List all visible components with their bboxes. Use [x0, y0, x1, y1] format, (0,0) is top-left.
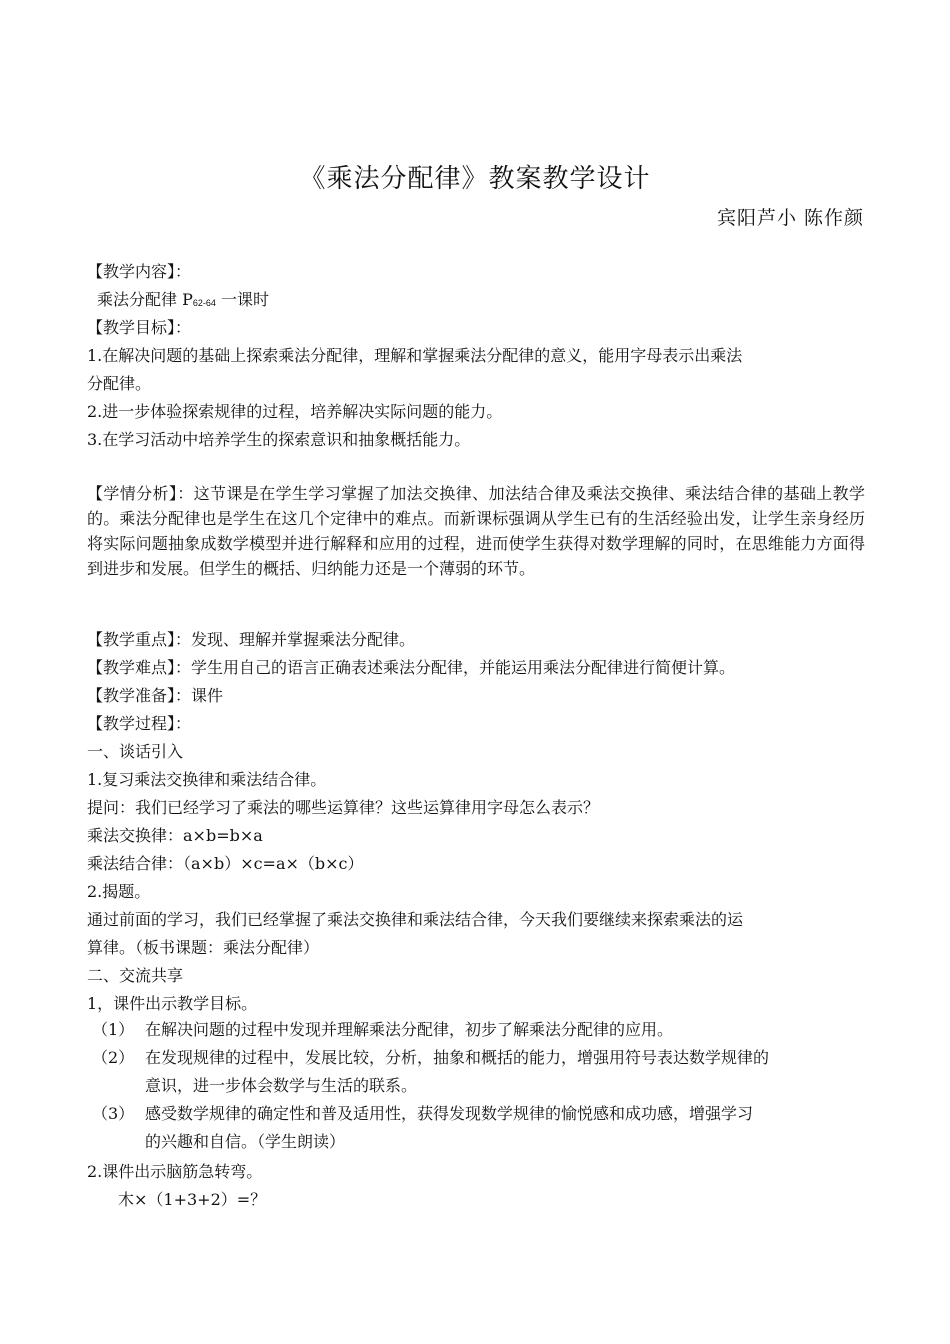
part-2-heading: 二、交流共享: [87, 966, 184, 985]
commutative-law: 乘法交换律：a×b=b×a: [87, 826, 263, 845]
goal-item-3: 3.在学习活动中培养学生的探索意识和抽象概括能力。: [87, 430, 471, 449]
document-title: 《乘法分配律》教案教学设计: [299, 164, 651, 194]
content-text-main: 乘法分配律 P: [97, 290, 193, 309]
objective-marker: （2）: [92, 1048, 135, 1067]
preparation: 【教学准备】：课件: [87, 686, 224, 705]
goal-item-1-line-2: 分配律。: [87, 374, 152, 393]
key-point: 【教学重点】：发现、理解并掌握乘法分配律。: [87, 630, 416, 649]
step-3: 1，课件出示教学目标。: [87, 994, 258, 1013]
objective-marker: （3）: [92, 1104, 135, 1123]
content-heading: 【教学内容】：: [87, 262, 192, 281]
author-line: 宾阳芦小 陈作颜: [716, 207, 864, 229]
content-text-tail: 一课时: [215, 290, 269, 309]
difficulty: 【教学难点】：学生用自己的语言正确表述乘法分配律，并能运用乘法分配律进行简便计算。: [87, 658, 736, 677]
step-1: 1.复习乘法交换律和乘法结合律。: [87, 770, 327, 789]
objective-item: [92, 1016, 865, 1044]
objective-item: [92, 1100, 865, 1156]
reveal-line-2: 算律。（板书课题：乘法分配律）: [87, 938, 320, 957]
step-4: 2.课件出示脑筋急转弯。: [87, 1162, 263, 1181]
objective-item: [92, 1044, 865, 1100]
objective-text: 在解决问题的过程中发现并理解乘法分配律，初步了解乘法分配律的应用。: [145, 1020, 674, 1039]
question: 提问：我们已经学习了乘法的哪些运算律？这些运算律用字母怎么表示？: [87, 798, 600, 817]
page-range: 62-64: [192, 298, 216, 308]
goals-heading: 【教学目标】：: [87, 318, 192, 337]
objective-text: 在发现规律的过程中，发展比较，分析，抽象和概括的能力，增强用符号表达数学规律的: [145, 1048, 770, 1067]
step-2: 2.揭题。: [87, 882, 151, 901]
objective-text-continued: 的兴趣和自信。（学生朗读）: [145, 1132, 346, 1151]
reveal-line-1: 通过前面的学习，我们已经掌握了乘法交换律和乘法结合律，今天我们要继续来探索乘法的运: [87, 910, 744, 929]
associative-law: 乘法结合律：（a×b）×c=a×（b×c）: [87, 854, 364, 873]
objective-marker: （1）: [92, 1020, 135, 1039]
objective-text-continued: 意识，进一步体会数学与生活的联系。: [145, 1076, 418, 1095]
process-heading: 【教学过程】：: [87, 714, 192, 733]
part-1-heading: 一、谈话引入: [87, 742, 184, 761]
riddle: 木×（1+3+2）=？: [118, 1190, 267, 1209]
student-analysis-paragraph: 【学情分析】：这节课是在学生学习掌握了加法交换律、加法结合律及乘法交换律、乘法结合律的基础上教学的。乘法分配律也是学生在这几个定律中的难点。而新课标强调从学生已有的生活经验出发，让学生亲身经历将实际问题抽象成数学模型并进行解释和应用的过程，进而使学生获得对数学理解的同时，在思维能力方面得到进步和发展。但学生的概括、归纳能力还是一个薄弱的环节。: [87, 484, 865, 578]
content-text: [97, 290, 875, 313]
goal-item-2: 2.进一步体验探索规律的过程，培养解决实际问题的能力。: [87, 402, 503, 421]
goal-item-1-line-1: 1.在解决问题的基础上探索乘法分配律，理解和掌握乘法分配律的意义，能用字母表示出乘法: [87, 346, 743, 365]
objective-text: 感受数学规律的确定性和普及适用性，获得发现数学规律的愉悦感和成功感，增强学习: [145, 1104, 754, 1123]
